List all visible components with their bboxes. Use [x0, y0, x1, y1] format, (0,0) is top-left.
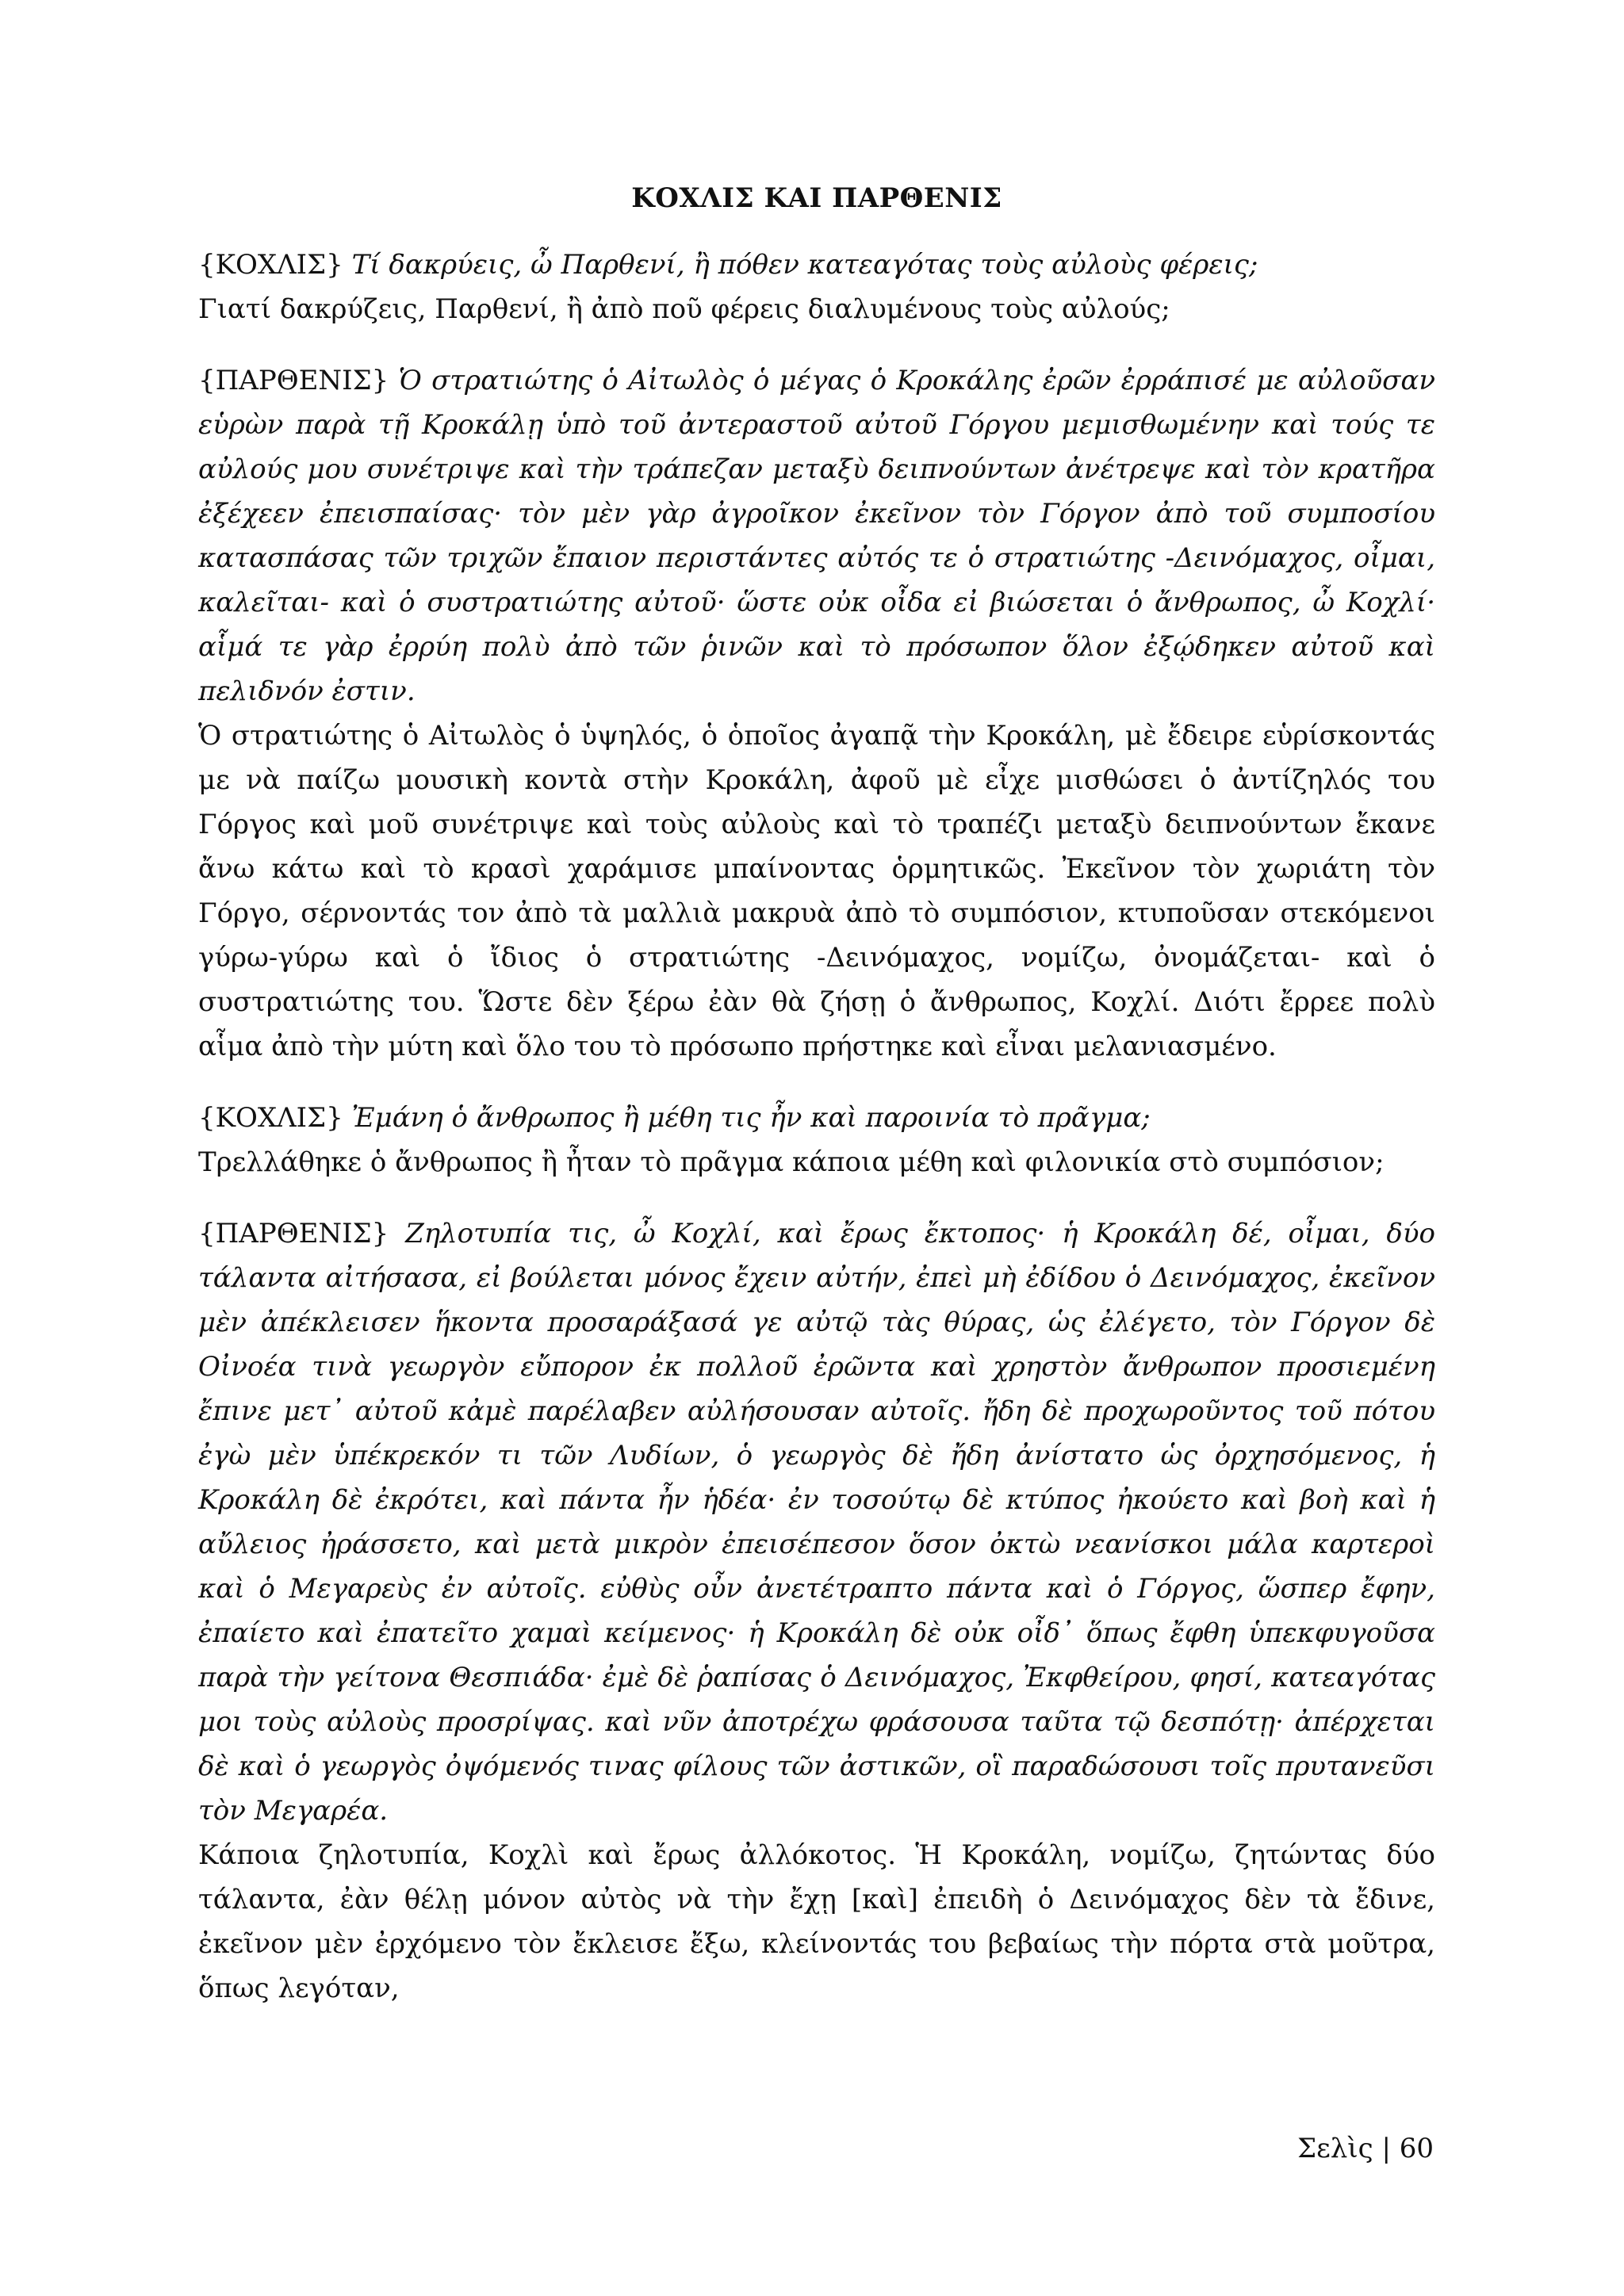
- ancient-text: Ἐμάνη ὁ ἄνθρωπος ἢ μέθη τις ἦν καὶ παροινία τὸ πρᾶγμα;: [351, 1102, 1151, 1134]
- modern-text: Γιατί δακρύζεις, Παρθενί, ἢ ἀπὸ ποῦ φέρεις διαλυμένους τοὺς αὐλούς;: [198, 293, 1170, 325]
- document-page: [198, 182, 1435, 2011]
- page-number: 60: [1399, 2133, 1434, 2164]
- speaker-label: {ΠΑΡΘΕΝΙΣ}: [198, 365, 389, 396]
- ancient-line: [198, 243, 1435, 287]
- ancient-paragraph: [198, 1211, 1435, 1833]
- page-label: Σελὶς: [1297, 2133, 1373, 2164]
- page-footer: [1297, 2133, 1434, 2164]
- speaker-label: {ΚΟΧΛΙΣ}: [198, 249, 343, 281]
- dialogue-section-4: [198, 1211, 1435, 2011]
- page-title: ΚΟΧΛΙΣ ΚΑΙ ΠΑΡΘΕΝΙΣ: [631, 182, 1002, 214]
- footer-separator: |: [1381, 2133, 1391, 2164]
- ancient-line: [198, 1096, 1435, 1140]
- modern-text: Τρελλάθηκε ὁ ἄνθρωπος ἢ ἦταν τὸ πρᾶγμα κάποια μέθη καὶ φιλονικία στὸ συμπόσιον;: [198, 1146, 1385, 1178]
- ancient-text: Ὁ στρατιώτης ὁ Αἰτωλὸς ὁ μέγας ὁ Κροκάλης ἐρῶν ἐρράπισέ με αὐλοῦσαν εὑρὼν παρὰ τῇ Κροκάλῃ ὑπὸ τοῦ ἀντεραστοῦ αὐτοῦ Γόργου μεμισθωμένην καὶ τούς τε αὐλούς μου συνέτριψε καὶ τὴν τράπεζαν μεταξὺ δειπνούντων ἀνέτρεψε καὶ τὸν κρατῆρα ἐξέχεεν ἐπεισπαίσας· τὸν μὲν γὰρ ἀγροῖκον ἐκεῖνον τὸν Γόργον ἀπὸ τοῦ συμποσίου κατασπάσας τῶν τριχῶν ἔπαιον περιστάντες αὐτός τε ὁ στρατιώτης -Δεινόμαχος, οἶμαι, καλεῖται- καὶ ὁ συστρατιώτης αὐτοῦ· ὥστε οὐκ οἶδα εἰ βιώσεται ὁ ἄνθρωπος, ὦ Κοχλί· αἷμά τε γὰρ ἐρρύη πολὺ ἀπὸ τῶν ῥινῶν καὶ τὸ πρόσωπον ὅλον ἐξῴδηκεν αὐτοῦ καὶ πελιδνόν ἐστιν.: [198, 365, 1435, 707]
- ancient-text: Τί δακρύεις, ὦ Παρθενί, ἢ πόθεν κατεαγότας τοὺς αὐλοὺς φέρεις;: [351, 249, 1258, 281]
- dialogue-section-1: [198, 243, 1435, 331]
- speaker-label: {ΠΑΡΘΕΝΙΣ}: [198, 1218, 389, 1249]
- speaker-label: {ΚΟΧΛΙΣ}: [198, 1102, 343, 1134]
- modern-paragraph: Κάποια ζηλοτυπία, Κοχλὶ καὶ ἔρως ἀλλόκοτος. Ἡ Κροκάλη, νομίζω, ζητώντας δύο τάλαντα, ἐὰν θέλῃ μόνον αὐτὸς νὰ τὴν ἔχῃ [καὶ] ἐπειδὴ ὁ Δεινόμαχος δὲν τὰ ἔδινε, ἐκεῖνον μὲν ἐρχόμενο τὸν ἔκλεισε ἔξω, κλείνοντάς του βεβαίως τὴν πόρτα στὰ μοῦτρα, ὅπως λεγόταν,: [198, 1839, 1435, 2004]
- ancient-text: Ζηλοτυπία τις, ὦ Κοχλί, καὶ ἔρως ἔκτοπος· ἡ Κροκάλη δέ, οἶμαι, δύο τάλαντα αἰτήσασα, εἰ βούλεται μόνος ἔχειν αὐτήν, ἐπεὶ μὴ ἐδίδου ὁ Δεινόμαχος, ἐκεῖνον μὲν ἀπέκλεισεν ἥκοντα προσαράξασά γε αὐτῷ τὰς θύρας, ὡς ἐλέγετο, τὸν Γόργον δὲ Οἰνοέα τινὰ γεωργὸν εὔπορον ἐκ πολλοῦ ἐρῶντα καὶ χρηστὸν ἄνθρωπον προσιεμένη ἔπινε μετ᾽ αὐτοῦ κἀμὲ παρέλαβεν αὐλήσουσαν αὐτοῖς. ἤδη δὲ προχωροῦντος τοῦ πότου ἐγὼ μὲν ὑπέκρεκόν τι τῶν Λυδίων, ὁ γεωργὸς δὲ ἤδη ἀνίστατο ὡς ὀρχησόμενος, ἡ Κροκάλη δὲ ἐκρότει, καὶ πάντα ἦν ἡδέα· ἐν τοσούτῳ δὲ κτύπος ἠκούετο καὶ βοὴ καὶ ἡ αὔλειος ἠράσσετο, καὶ μετὰ μικρὸν ἐπεισέπεσον ὅσον ὀκτὼ νεανίσκοι μάλα καρτεροὶ καὶ ὁ Μεγαρεὺς ἐν αὐτοῖς. εὐθὺς οὖν ἀνετέτραπτο πάντα καὶ ὁ Γόργος, ὥσπερ ἔφην, ἐπαίετο καὶ ἐπατεῖτο χαμαὶ κείμενος· ἡ Κροκάλη δὲ οὐκ οἶδ᾽ ὅπως ἔφθη ὑπεκφυγοῦσα παρὰ τὴν γείτονα Θεσπιάδα· ἐμὲ δὲ ῥαπίσας ὁ Δεινόμαχος, Ἐκφθείρου, φησί, κατεαγότας μοι τοὺς αὐλοὺς προσρίψας. καὶ νῦν ἀποτρέχω φράσουσα ταῦτα τῷ δεσπότῃ· ἀπέρχεται δὲ καὶ ὁ γεωργὸς ὀψόμενός τινας φίλους τῶν ἀστικῶν, οἳ παραδώσουσι τοῖς πρυτανεῦσι τὸν Μεγαρέα.: [198, 1218, 1435, 1827]
- ancient-paragraph: [198, 358, 1435, 714]
- dialogue-section-3: [198, 1096, 1435, 1184]
- modern-paragraph: Ὁ στρατιώτης ὁ Αἰτωλὸς ὁ ὑψηλός, ὁ ὁποῖος ἀγαπᾷ τὴν Κροκάλη, μὲ ἔδειρε εὑρίσκοντάς με νὰ παίζω μουσικὴ κοντὰ στὴν Κροκάλη, ἀφοῦ μὲ εἶχε μισθώσει ὁ ἀντίζηλός του Γόργος καὶ μοῦ συνέτριψε καὶ τοὺς αὐλοὺς καὶ τὸ τραπέζι μεταξὺ δειπνούντων ἔκανε ἄνω κάτω καὶ τὸ κρασὶ χαράμισε μπαίνοντας ὁρμητικῶς. Ἐκεῖνον τὸν χωριάτη τὸν Γόργο, σέρνοντάς τον ἀπὸ τὰ μαλλιὰ μακρυὰ ἀπὸ τὸ συμπόσιον, κτυποῦσαν στεκόμενοι γύρω-γύρω καὶ ὁ ἴδιος ὁ στρατιώτης -Δεινόμαχος, νομίζω, ὀνομάζεται- καὶ ὁ συστρατιώτης του. Ὥστε δὲν ξέρω ἐὰν θὰ ζήσῃ ὁ ἄνθρωπος, Κοχλί. Διότι ἔρρεε πολὺ αἷμα ἀπὸ τὴν μύτη καὶ ὅλο του τὸ πρόσωπο πρήστηκε καὶ εἶναι μελανιασμένο.: [198, 720, 1435, 1062]
- dialogue-section-2: [198, 358, 1435, 1069]
